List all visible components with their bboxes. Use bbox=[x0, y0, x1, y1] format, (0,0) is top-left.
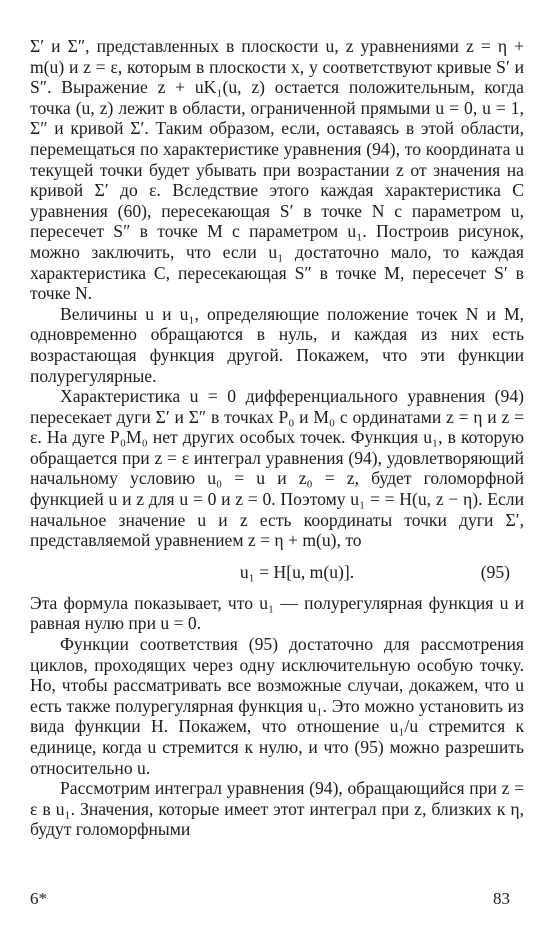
paragraph-correspondence: Функции соответствия (95) достаточно для рассмотрения циклов, проходящих через одну исключительную особую точку. Но, чтобы рассматривать все возможные случаи, докажем, что u есть также полурегулярная функция u₁. Это можно установить из вида функции H. Покажем, что отношение u₁/u стремится к единице, когда u стремится к нулю, и что (95) можно разрешить относительно u. bbox=[30, 634, 524, 778]
paragraph-formula-shows: Эта формула показывает, что u₁ — полурегулярная функция u и равная нулю при u = 0. bbox=[30, 592, 524, 634]
paragraph-consider-integral: Рассмотрим интеграл уравнения (94), обращающийся при z = ε в u₁. Значения, которые имеет этот интеграл при z, близких к η, будут голоморфными bbox=[30, 778, 524, 840]
equation-number: (95) bbox=[480, 561, 510, 582]
page-number: 83 bbox=[493, 889, 510, 908]
formula-95 bbox=[30, 551, 524, 593]
formula-expression: u₁ = H[u, m(u)]. bbox=[239, 561, 355, 582]
paragraph-quantities: Величины u и u₁, определяющие положение точек N и M, одновременно обращаются в нуль, и каждая из них есть возрастающая функция другой. Покажем, что эти функции полурегулярные. bbox=[30, 303, 524, 386]
page-body bbox=[30, 36, 524, 840]
signature-mark: 6* bbox=[30, 889, 47, 908]
paragraph-intro: Σ′ и Σ″, представленных в плоскости u, z уравнениями z = η + m(u) и z = ε, которым в плоскости x, y соответствуют кривые S′ и S″. Выражение z + uK₁(u, z) остается положительным, когда точка (u, z) лежит в области, ограниченной прямыми u = 0, u = 1, Σ″ и кривой Σ′. Таким образом, если, оставаясь в этой области, перемещаться по характеристике уравнения (94), то координата u текущей точки будет убывать при возрастании z от значения на кривой Σ′ до ε. Вследствие этого каждая характеристика C уравнения (60), пересекающая S′ в точке N с параметром u, пересечет S″ в точке M с параметром u₁. Построив рисунок, можно заключить, что если u₁ достаточно мало, то каждая характеристика C, пересекающая S″ в точке M, пересечет S′ в точке N. bbox=[30, 36, 524, 304]
paragraph-characteristic: Характеристика u = 0 дифференциального уравнения (94) пересекает дуги Σ′ и Σ″ в точках P₀ и M₀ с ординатами z = η и z = ε. На дуге P₀M₀ нет других особых точек. Функция u₁, в которую обращается при z = ε интеграл уравнения (94), удовлетворяющий начальному условию u₀ = u и z₀ = z, будет голоморфной функцией u и z для u = 0 и z = 0. Поэтому u₁ = = H(u, z − η). Если начальное значение u и z есть координаты точки дуги Σ′, представляемой уравнением z = η + m(u), то bbox=[30, 386, 524, 551]
